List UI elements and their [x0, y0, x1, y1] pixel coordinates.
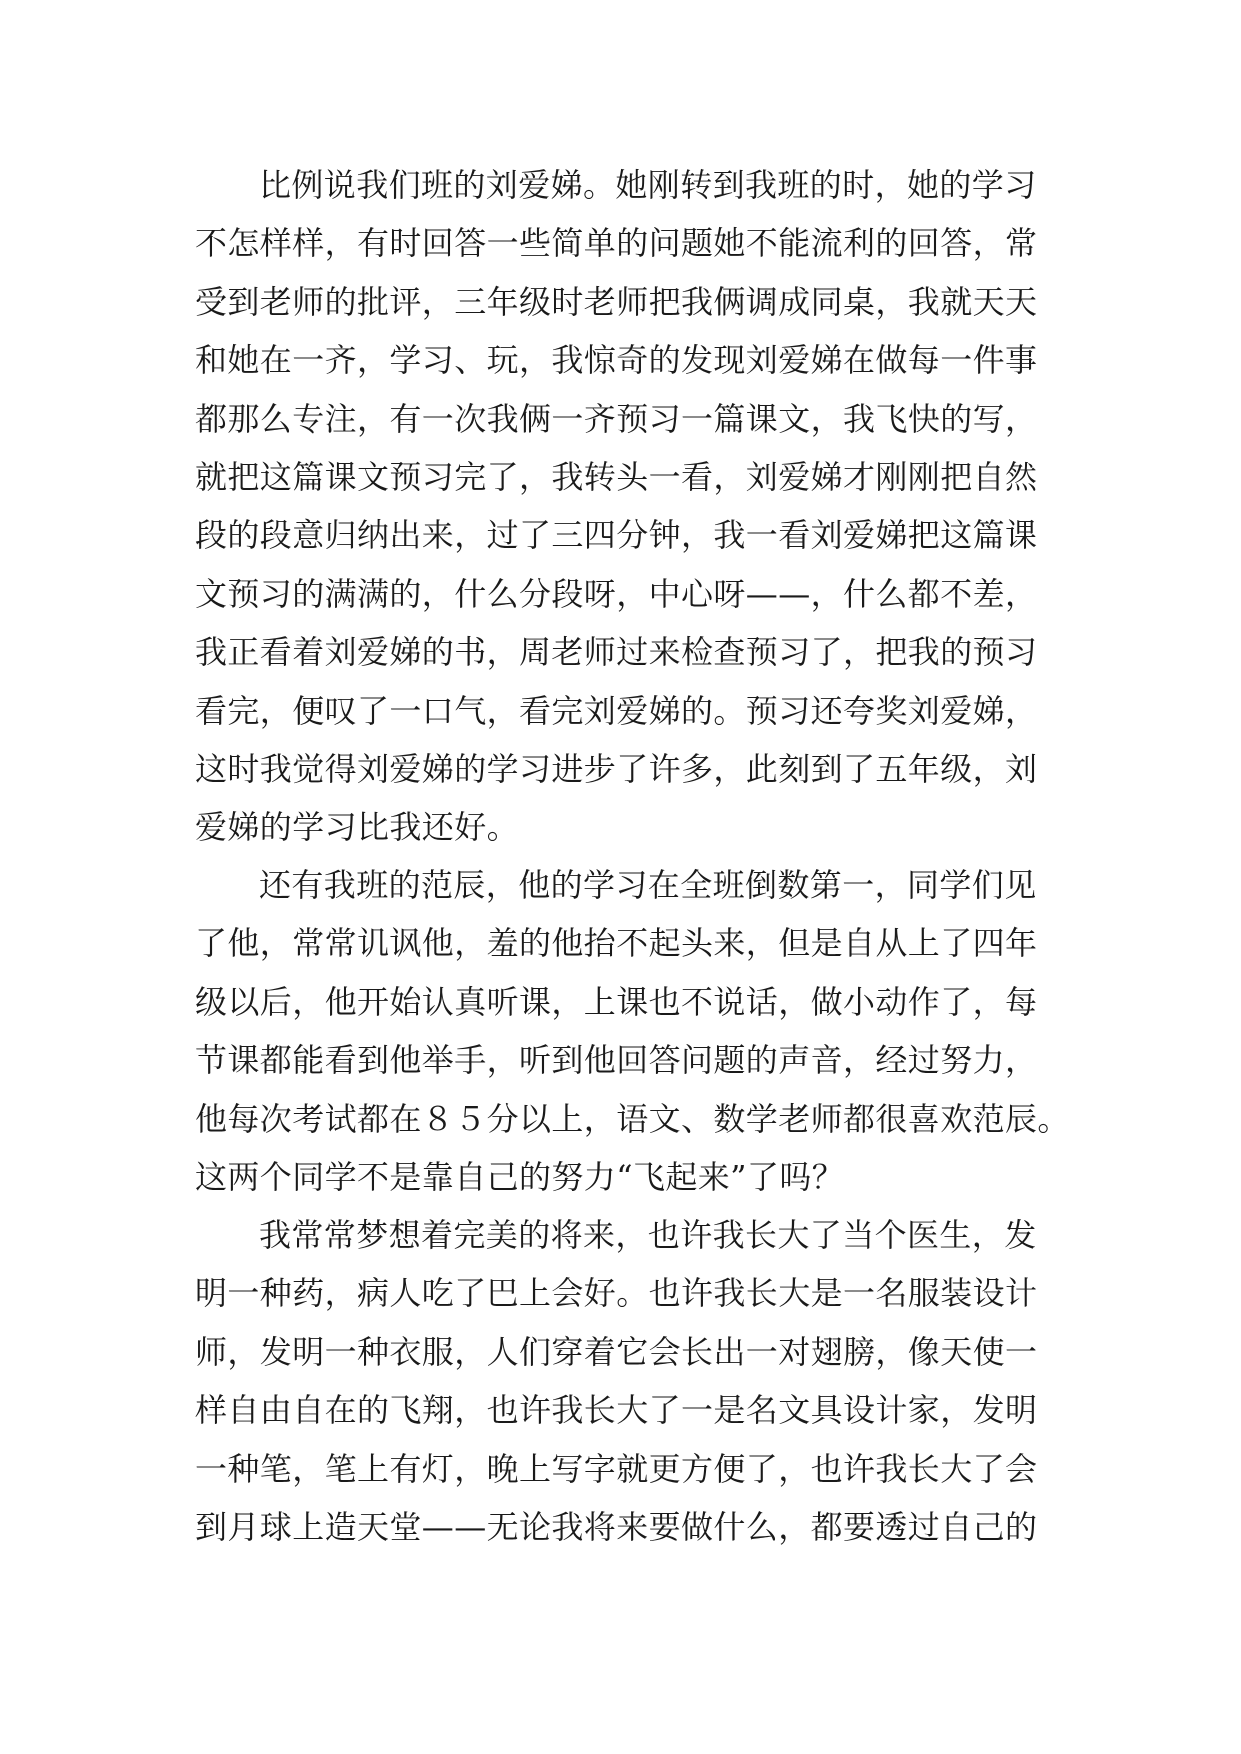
text-line: 我常常梦想着完美的将来，也许我长大了当个医生，发: [259, 1216, 1037, 1254]
text-line: 师，发明一种衣服，人们穿着它会长出一对翅膀，像天使一: [195, 1332, 1038, 1371]
text-line: 不怎样样，有时回答一些简单的问题她不能流利的回答，常: [195, 224, 1038, 263]
text-line: 爱娣的学习比我还好。: [195, 808, 520, 847]
paragraph-2: [195, 856, 1070, 1206]
text-line: 这两个同学不是靠自己的努力“飞起来”了吗？: [195, 1157, 845, 1196]
text-line: 就把这篇课文预习完了，我转头一看，刘爱娣才刚刚把自然: [195, 457, 1038, 496]
text-line: 节课都能看到他举手，听到他回答问题的声音，经过努力，: [195, 1041, 1038, 1080]
text-line: 样自由自在的飞翔，也许我长大了一是名文具设计家，发明: [195, 1391, 1038, 1430]
text-line: 级以后，他开始认真听课，上课也不说话，做小动作了，每: [195, 982, 1038, 1021]
text-line: 看完，便叹了一口气，看完刘爱娣的。预习还夸奖刘爱娣，: [195, 691, 1038, 730]
paragraph-3: [195, 1206, 1065, 1556]
text-line: 文预习的满满的，什么分段呀，中心呀——，什么都不差，: [195, 574, 1038, 613]
text-line: 了他，常常讥讽他，羞的他抬不起头来，但是自从上了四年: [195, 924, 1038, 963]
text-line: 都那么专注，有一次我俩一齐预习一篇课文，我飞快的写，: [195, 399, 1038, 438]
text-line: 和她在一齐，学习、玩，我惊奇的发现刘爱娣在做每一件事: [195, 341, 1038, 380]
text-line: 受到老师的批评，三年级时老师把我俩调成同桌，我就天天: [195, 282, 1038, 321]
text-line: 比例说我们班的刘爱娣。她刚转到我班的时，她的学习: [259, 166, 1037, 204]
text-line: 还有我班的范辰，他的学习在全班倒数第一，同学们见: [259, 866, 1037, 904]
text-line: 段的段意归纳出来，过了三四分钟，我一看刘爱娣把这篇课: [195, 516, 1038, 555]
text-line: 到月球上造天堂——无论我将来要做什么，都要透过自己的: [195, 1507, 1038, 1546]
text-line: 他每次考试都在８５分以上，语文、数学老师都很喜欢范辰。: [195, 1099, 1070, 1138]
paragraph-1: [195, 156, 1065, 857]
text-line: 明一种药，病人吃了巴上会好。也许我长大是一名服装设计: [195, 1274, 1038, 1313]
text-line: 我正看着刘爱娣的书，周老师过来检查预习了，把我的预习: [195, 633, 1038, 672]
text-line: 这时我觉得刘爱娣的学习进步了许多，此刻到了五年级，刘: [195, 749, 1038, 788]
text-line: 一种笔，笔上有灯，晚上写字就更方便了，也许我长大了会: [195, 1449, 1038, 1488]
